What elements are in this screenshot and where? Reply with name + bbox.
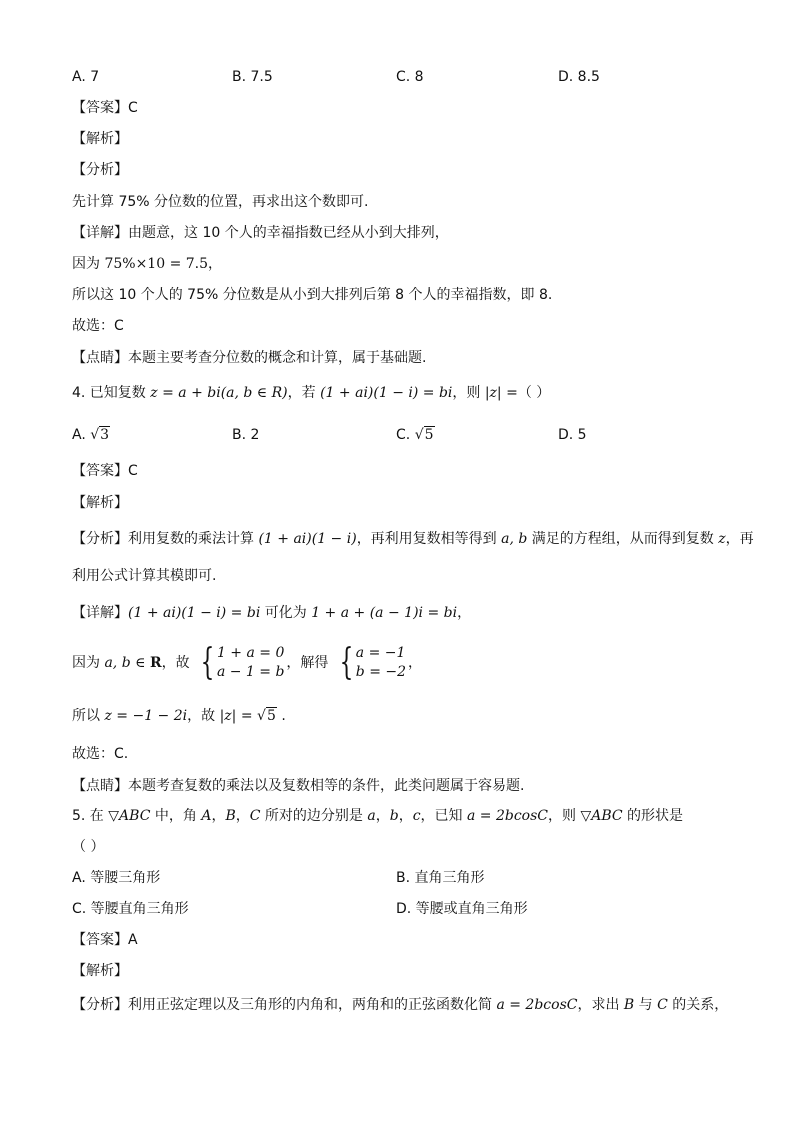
q5-option-d: D. 等腰或直角三角形 bbox=[396, 901, 528, 917]
q3-option-b: B. 7.5 bbox=[232, 69, 273, 85]
q4-jiexi-heading: 【解析】 bbox=[72, 495, 128, 511]
equation-system-2 bbox=[335, 642, 406, 684]
text: 的关系， bbox=[667, 997, 729, 1013]
q3-fenxi-heading: 【分析】 bbox=[72, 162, 128, 178]
q5-option-c: C. 等腰直角三角形 bbox=[72, 901, 189, 917]
brace-icon: { bbox=[339, 642, 354, 683]
math-expression: a, b ∈ bbox=[104, 655, 150, 671]
text: ， bbox=[208, 256, 223, 272]
q4-option-d: D. 5 bbox=[558, 427, 587, 443]
q3-option-a: A. 7 bbox=[72, 69, 100, 85]
math-expression: 75%×10 = 7.5 bbox=[104, 256, 209, 272]
equation-rows bbox=[217, 644, 284, 682]
math-expression: z = a + bi(a, b ∈ R) bbox=[150, 385, 288, 401]
q4-fenxi-line1 bbox=[72, 530, 754, 548]
q4-dianjing: 【点睛】本题考查复数的乘法以及复数相等的条件，此类问题属于容易题. bbox=[72, 778, 525, 794]
q3-answer: 【答案】C bbox=[72, 100, 138, 116]
math-expression: ▽ABC bbox=[580, 808, 623, 824]
text: ， bbox=[211, 808, 226, 824]
math-expression: |z| = bbox=[219, 708, 258, 724]
math-expression: a bbox=[367, 808, 376, 824]
q5-stem-line1 bbox=[72, 807, 683, 825]
text: ， bbox=[408, 655, 423, 671]
math-expression: C bbox=[657, 997, 668, 1013]
math-expression: a = 2bcosC bbox=[466, 808, 548, 824]
q3-option-d: D. 8.5 bbox=[558, 69, 600, 85]
q4-because-line bbox=[72, 642, 422, 684]
text: 因为 bbox=[72, 256, 105, 272]
q3-fenxi-text: 先计算 75% 分位数的位置，再求出这个数即可. bbox=[72, 194, 369, 210]
equation-row: 1 + a = 0 bbox=[216, 645, 285, 661]
q3-guxuan: 故选：C bbox=[72, 318, 124, 334]
q5-stem-line2: （ ） bbox=[72, 839, 105, 855]
q3-xiangjie-line3: 所以这 10 个人的 75% 分位数是从小到大排列后第 8 个人的幸福指数，即 8. bbox=[72, 287, 553, 303]
math-expression: B bbox=[623, 997, 635, 1013]
option-label: C. bbox=[396, 427, 411, 443]
q4-xiangjie bbox=[72, 604, 471, 622]
q3-jiexi-heading: 【解析】 bbox=[72, 131, 128, 147]
q4-guxuan: 故选：C. bbox=[72, 746, 129, 762]
radicand: 5 bbox=[424, 427, 434, 443]
text: 可化为 bbox=[260, 605, 312, 621]
radicand: 3 bbox=[100, 427, 110, 443]
text: 4. 已知复数 bbox=[72, 385, 151, 401]
sqrt-expression: √5 bbox=[414, 427, 434, 443]
text: 5. 在 bbox=[72, 808, 109, 824]
math-expression: z = −1 − 2i bbox=[104, 708, 188, 724]
math-expression: (1 + ai)(1 − i) bbox=[258, 531, 357, 547]
option-label: A. bbox=[72, 427, 86, 443]
sqrt-expression: √5 bbox=[257, 708, 276, 724]
text: 因为 bbox=[72, 655, 105, 671]
math-expression: ▽ABC bbox=[108, 808, 151, 824]
math-expression: A bbox=[201, 808, 212, 824]
text: ，再利用复数相等得到 bbox=[356, 531, 502, 547]
text: 【详解】 bbox=[72, 605, 128, 621]
text: ，故 bbox=[161, 655, 195, 671]
text: ，再 bbox=[725, 531, 754, 547]
q5-option-a: A. 等腰三角形 bbox=[72, 870, 161, 886]
q3-dianjing: 【点睛】本题主要考查分位数的概念和计算，属于基础题. bbox=[72, 350, 427, 366]
q4-option-c bbox=[396, 426, 435, 444]
text: ，则 bbox=[452, 385, 485, 401]
math-expression: a, b bbox=[501, 531, 528, 547]
equation-row: a − 1 = b bbox=[216, 664, 285, 680]
q4-option-a bbox=[72, 426, 110, 444]
text: ， bbox=[375, 808, 390, 824]
q4-stem bbox=[72, 384, 550, 402]
text: ，则 bbox=[548, 808, 581, 824]
math-expression: |z| = bbox=[484, 385, 518, 401]
text: 【分析】利用复数的乘法计算 bbox=[72, 531, 259, 547]
q4-fenxi-line2: 利用公式计算其模即可. bbox=[72, 568, 217, 584]
text: ，已知 bbox=[420, 808, 467, 824]
q5-jiexi-heading: 【解析】 bbox=[72, 963, 128, 979]
q5-answer: 【答案】A bbox=[72, 932, 138, 948]
q3-xiangjie-line1: 【详解】由题意，这 10 个人的幸福指数已经从小到大排列， bbox=[72, 225, 449, 241]
text: ， bbox=[398, 808, 413, 824]
text: ，解得 bbox=[286, 655, 333, 671]
text: ，若 bbox=[287, 385, 321, 401]
brace-icon: { bbox=[200, 642, 215, 683]
text: ， bbox=[235, 808, 250, 824]
math-expression: b bbox=[389, 808, 399, 824]
text: 与 bbox=[634, 997, 658, 1013]
q3-xiangjie-line2 bbox=[72, 255, 222, 273]
sqrt-expression: √3 bbox=[90, 427, 110, 443]
real-set-symbol: R bbox=[149, 655, 162, 671]
q4-so-line bbox=[72, 707, 286, 725]
math-expression: z bbox=[718, 531, 726, 547]
q4-option-b: B. 2 bbox=[232, 427, 260, 443]
equation-row: b = −2 bbox=[355, 664, 407, 680]
radicand: 5 bbox=[266, 708, 276, 724]
math-expression: C bbox=[249, 808, 261, 824]
text: 【分析】利用正弦定理以及三角形的内角和，两角和的正弦函数化简 bbox=[72, 997, 497, 1013]
text: 所对的边分别是 bbox=[260, 808, 368, 824]
math-expression: a = 2bcosC bbox=[496, 997, 578, 1013]
text: . bbox=[276, 708, 286, 724]
q5-fenxi bbox=[72, 996, 728, 1014]
math-expression: 1 + a + (a − 1)i = bi bbox=[311, 605, 458, 621]
text: ， bbox=[457, 605, 472, 621]
text: 的形状是 bbox=[622, 808, 684, 824]
text: （ ） bbox=[517, 385, 551, 401]
equation-row: a = −1 bbox=[355, 645, 406, 661]
math-expression: c bbox=[412, 808, 421, 824]
q3-option-c: C. 8 bbox=[396, 69, 424, 85]
text: 满足的方程组，从而得到复数 bbox=[527, 531, 719, 547]
q5-option-b: B. 直角三角形 bbox=[396, 870, 485, 886]
text: ，故 bbox=[187, 708, 220, 724]
math-expression: (1 + ai)(1 − i) = bi bbox=[320, 385, 453, 401]
text: 所以 bbox=[72, 708, 105, 724]
equation-system-1 bbox=[196, 642, 284, 684]
q4-answer: 【答案】C bbox=[72, 463, 138, 479]
math-expression: (1 + ai)(1 − i) = bi bbox=[128, 605, 261, 621]
math-expression: B bbox=[225, 808, 236, 824]
equation-rows bbox=[356, 644, 406, 682]
text: 中，角 bbox=[150, 808, 202, 824]
text: ，求出 bbox=[577, 997, 624, 1013]
